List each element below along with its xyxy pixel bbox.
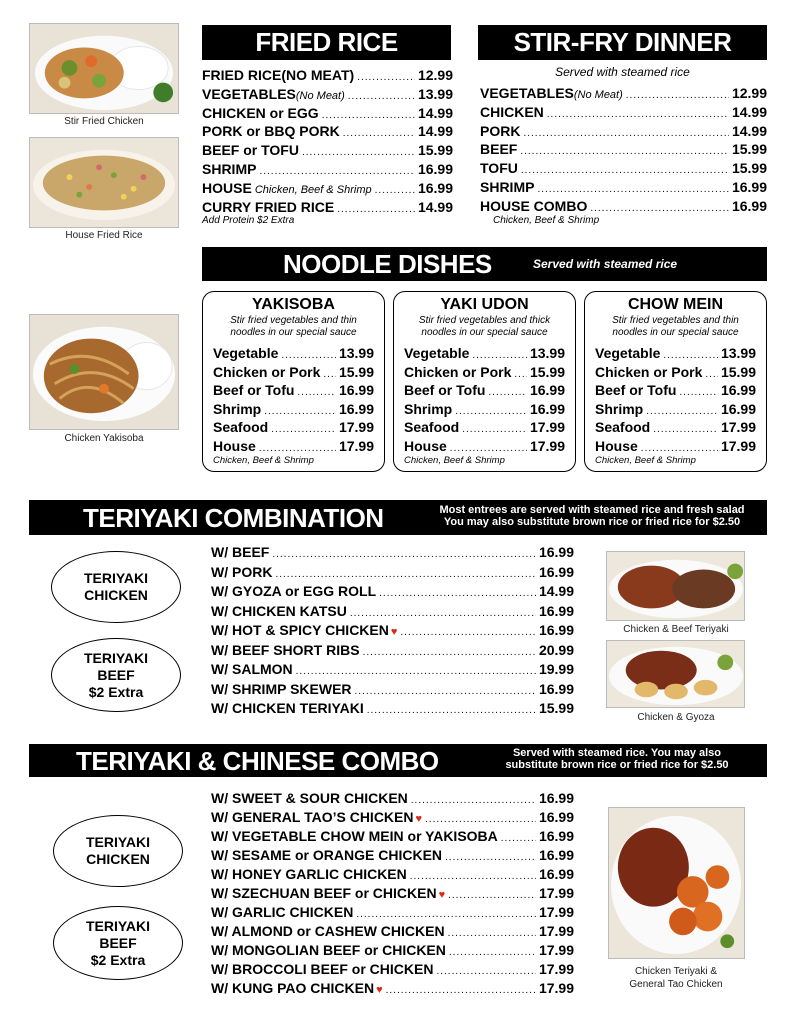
- noodle-dishes-title: NOODLE DISHES: [283, 249, 492, 279]
- menu-item: HOUSE COMBO ..... 16.99: [480, 198, 767, 217]
- menu-item: W/ VEGETABLE CHOW MEIN or YAKISOBA ..... 16.99: [211, 828, 574, 847]
- menu-item: BEEF ..... 15.99: [480, 141, 767, 160]
- menu-item: W/ ALMOND or CASHEW CHICKEN ..... 17.99: [211, 923, 574, 942]
- menu-item: House ..... 17.99: [404, 438, 565, 457]
- menu-item: W/ SHRIMP SKEWER ..... 16.99: [211, 681, 574, 701]
- chicken-gyoza-photo: [606, 640, 745, 708]
- chicken-teriyaki-general-tao-photo: [608, 807, 745, 959]
- menu-item: W/ PORK ..... 16.99: [211, 564, 574, 584]
- stir-fry-footnote: Chicken, Beef & Shrimp: [493, 215, 600, 226]
- chili-pepper-icon: ♥: [415, 813, 423, 825]
- house-fried-rice-caption: House Fried Rice: [65, 230, 143, 241]
- noodle-dishes-subtitle: Served with steamed rice: [533, 257, 678, 271]
- chicken-gyoza-caption: Chicken & Gyoza: [637, 712, 715, 723]
- yakisoba-note: Chicken, Beef & Shrimp: [213, 455, 314, 466]
- chili-pepper-icon: ♥: [390, 626, 398, 638]
- stir-fried-chicken-photo: [29, 23, 179, 114]
- menu-item: W/ CHICKEN KATSU ..... 16.99: [211, 603, 574, 623]
- menu-item: W/ GARLIC CHICKEN ..... 17.99: [211, 904, 574, 923]
- chow-mein-list: [595, 345, 756, 456]
- menu-item: VEGETABLES(No Meat) ..... 13.99: [202, 86, 453, 105]
- menu-item: W/ KUNG PAO CHICKEN ♥ ..... 17.99: [211, 980, 574, 999]
- menu-item: W/ BEEF ..... 16.99: [211, 544, 574, 564]
- menu-item: TOFU ..... 15.99: [480, 160, 767, 179]
- stir-fry-title: STIR-FRY DINNER: [513, 27, 732, 57]
- stir-fry-list: [480, 85, 767, 217]
- menu-item: Seafood ..... 17.99: [595, 419, 756, 438]
- teriyaki-combination-title: TERIYAKI COMBINATION: [83, 503, 384, 533]
- menu-item: Seafood ..... 17.99: [213, 419, 374, 438]
- menu-item: CHICKEN ..... 14.99: [480, 104, 767, 123]
- menu-item: W/ SALMON ..... 19.99: [211, 661, 574, 681]
- menu-item: VEGETABLES(No Meat) ..... 12.99: [480, 85, 767, 104]
- menu-item: Chicken or Pork ..... 15.99: [404, 364, 565, 383]
- chicken-yakisoba-photo: [29, 314, 179, 430]
- stir-fried-chicken-caption: Stir Fried Chicken: [64, 116, 144, 127]
- chow-mein-title: CHOW MEIN: [627, 296, 724, 313]
- menu-item: W/ GENERAL TAO’S CHICKEN ♥ ..... 16.99: [211, 809, 574, 828]
- chicken-teriyaki-general-tao-caption: Chicken Teriyaki & General Tao Chicken: [629, 966, 723, 990]
- menu-item: Chicken or Pork ..... 15.99: [595, 364, 756, 383]
- menu-item: W/ GYOZA or EGG ROLL ..... 14.99: [211, 583, 574, 603]
- menu-item: W/ HOT & SPICY CHICKEN ♥ ..... 16.99: [211, 622, 574, 642]
- menu-item: W/ HONEY GARLIC CHICKEN ..... 16.99: [211, 866, 574, 885]
- menu-item: Shrimp ..... 16.99: [213, 401, 374, 420]
- yaki-udon-note: Chicken, Beef & Shrimp: [404, 455, 505, 466]
- yakisoba-title: YAKISOBA: [252, 296, 335, 313]
- menu-item: PORK ..... 14.99: [480, 123, 767, 142]
- menu-item: Vegetable ..... 13.99: [595, 345, 756, 364]
- teriyaki-chinese-combo-header: [29, 744, 767, 777]
- teriyaki-combination-header: [29, 500, 767, 535]
- menu-item: FRIED RICE(NO MEAT) ..... 12.99: [202, 67, 453, 86]
- teriyaki-chicken-oval: TERIYAKI CHICKEN: [51, 551, 181, 623]
- chicken-beef-teriyaki-caption: Chicken & Beef Teriyaki: [623, 624, 729, 635]
- chicken-beef-teriyaki-photo: [606, 551, 745, 621]
- teriyaki-combination-list: [211, 544, 574, 720]
- menu-item: W/ SZECHUAN BEEF or CHICKEN ♥ ..... 17.99: [211, 885, 574, 904]
- chili-pepper-icon: ♥: [376, 984, 383, 996]
- menu-item: CHICKEN or EGG ..... 14.99: [202, 105, 453, 124]
- stir-fry-subtitle: Served with steamed rice: [555, 65, 690, 79]
- chinese-combo-teriyaki-chicken-oval: TERIYAKI CHICKEN: [53, 815, 183, 887]
- chow-mein-description: Stir fried vegetables and thin noodles in our special sauce: [612, 315, 739, 338]
- teriyaki-chinese-combo-list: [211, 790, 574, 999]
- fried-rice-footnote: Add Protein $2 Extra: [202, 215, 295, 226]
- menu-item: PORK or BBQ PORK ..... 14.99: [202, 123, 453, 142]
- yakisoba-box: [202, 291, 385, 472]
- menu-item: CURRY FRIED RICE ..... 14.99: [202, 199, 453, 218]
- teriyaki-chinese-combo-note: Served with steamed rice. You may also substitute brown rice or fried rice for $2.50: [505, 747, 729, 771]
- yakisoba-list: [213, 345, 374, 456]
- chow-mein-box: [584, 291, 767, 472]
- menu-item: House ..... 17.99: [595, 438, 756, 457]
- teriyaki-beef-oval: TERIYAKI BEEF $2 Extra: [51, 638, 181, 712]
- stir-fry-header: [478, 25, 767, 60]
- teriyaki-chinese-combo-title: TERIYAKI & CHINESE COMBO: [76, 746, 439, 776]
- menu-item: House ..... 17.99: [213, 438, 374, 457]
- menu-item: Shrimp ..... 16.99: [404, 401, 565, 420]
- fried-rice-header: [202, 25, 451, 60]
- chinese-combo-teriyaki-beef-oval: TERIYAKI BEEF $2 Extra: [53, 906, 183, 980]
- menu-item: Beef or Tofu ..... 16.99: [595, 382, 756, 401]
- menu-item: W/ MONGOLIAN BEEF or CHICKEN ..... 17.99: [211, 942, 574, 961]
- menu-item: W/ BEEF SHORT RIBS ..... 20.99: [211, 642, 574, 662]
- menu-item: Chicken or Pork ..... 15.99: [213, 364, 374, 383]
- menu-item: HOUSE Chicken, Beef & Shrimp ..... 16.99: [202, 180, 453, 199]
- menu-item: SHRIMP ..... 16.99: [202, 161, 453, 180]
- fried-rice-list: [202, 67, 453, 217]
- menu-item: W/ SESAME or ORANGE CHICKEN ..... 16.99: [211, 847, 574, 866]
- yaki-udon-title: YAKI UDON: [440, 296, 529, 313]
- fried-rice-title: FRIED RICE: [255, 27, 398, 57]
- menu-item: Beef or Tofu ..... 16.99: [213, 382, 374, 401]
- menu-item: W/ CHICKEN TERIYAKI ..... 15.99: [211, 700, 574, 720]
- noodle-dishes-header: [202, 247, 767, 281]
- yaki-udon-description: Stir fried vegetables and thick noodles in our special sauce: [418, 315, 551, 338]
- teriyaki-combination-note: Most entrees are served with steamed rice and fresh salad You may also substitute brown rice or fried rice for $2.50: [439, 504, 745, 528]
- chili-pepper-icon: ♥: [438, 889, 446, 901]
- yaki-udon-box: [393, 291, 576, 472]
- menu-item: Seafood ..... 17.99: [404, 419, 565, 438]
- menu-item: BEEF or TOFU ..... 15.99: [202, 142, 453, 161]
- menu-item: Vegetable ..... 13.99: [404, 345, 565, 364]
- menu-item: Beef or Tofu ..... 16.99: [404, 382, 565, 401]
- menu-item: Vegetable ..... 13.99: [213, 345, 374, 364]
- house-fried-rice-photo: [29, 137, 179, 228]
- menu-item: W/ SWEET & SOUR CHICKEN ..... 16.99: [211, 790, 574, 809]
- menu-item: Shrimp ..... 16.99: [595, 401, 756, 420]
- chicken-yakisoba-caption: Chicken Yakisoba: [64, 433, 144, 444]
- yakisoba-description: Stir fried vegetables and thin noodles in our special sauce: [230, 315, 357, 338]
- yaki-udon-list: [404, 345, 565, 456]
- menu-item: SHRIMP ..... 16.99: [480, 179, 767, 198]
- menu-item: W/ BROCCOLI BEEF or CHICKEN ..... 17.99: [211, 961, 574, 980]
- chow-mein-note: Chicken, Beef & Shrimp: [595, 455, 696, 466]
